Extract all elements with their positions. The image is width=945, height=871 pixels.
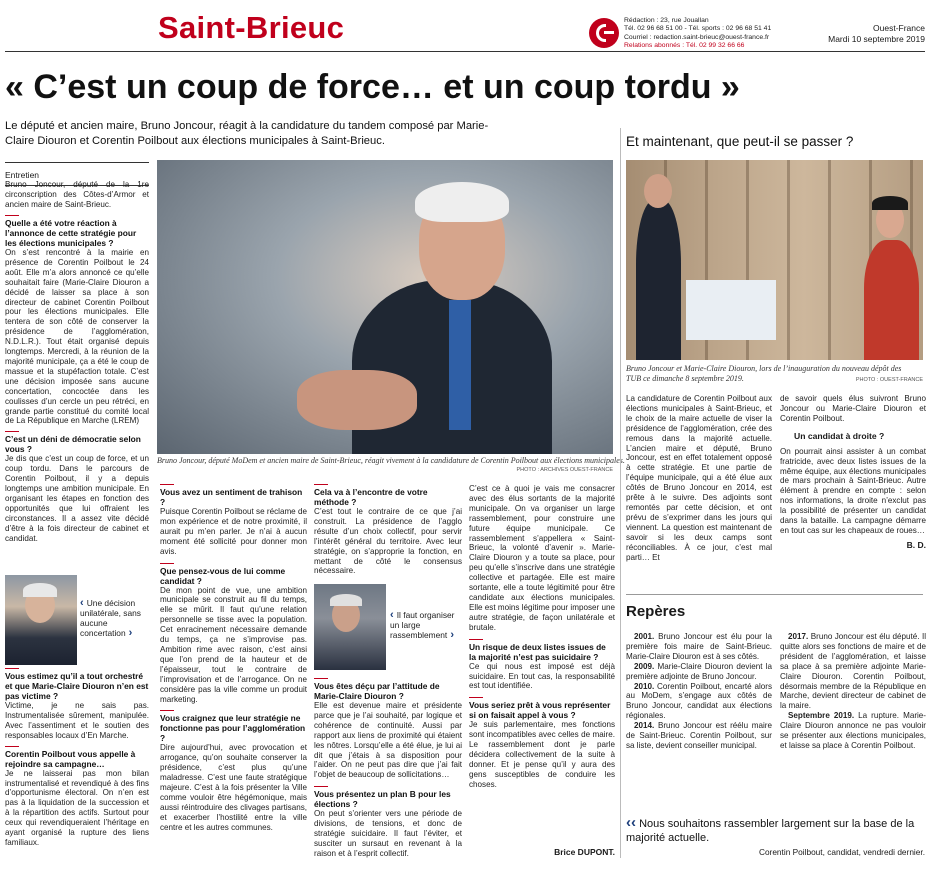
reperes-year: 2009. <box>634 661 655 671</box>
sidebar-title: Et maintenant, que peut-il se passer ? <box>626 134 854 149</box>
reperes-item <box>626 662 772 682</box>
reperes-year: 2001. <box>634 632 655 641</box>
bottom-quote <box>626 816 925 857</box>
main-photo-caption: Bruno Joncour, député MoDem et ancien maire de Saint-Brieuc, réagit vivement à la candidature de Corentin Poilbout aux élections municipales. <box>157 456 625 465</box>
sidebar-subhead: Un candidat à droite ? <box>794 430 885 441</box>
quote-text-row <box>626 816 925 845</box>
pull-quote-1 <box>80 598 150 638</box>
reperes-item <box>780 632 926 711</box>
reperes-year: Septembre 2019. <box>788 711 855 721</box>
quote-mark-icon: ‹ <box>80 597 87 609</box>
quote-mark-icon: ‹ <box>390 609 397 621</box>
question: Un risque de deux listes issues de la majorité n’est pas suicidaire ? <box>469 639 615 662</box>
reperes-text: Bruno Joncour est élu député. Il quitte alors ses fonctions de maire et de président de l’agglomération, et laisse sa place à sa première adjointe Marie-Claire Diouron. Corentin Poilbout, désormais membre de la République en Marche, devient directeur de cabinet de la maire. <box>780 632 926 711</box>
section-label-text: Entretien <box>5 170 40 180</box>
reperes-year: 2014. <box>634 721 655 731</box>
headline: « C’est un coup de force… et un coup tordu » <box>5 68 740 106</box>
reperes-rule <box>626 594 923 595</box>
article-col-1b <box>5 668 149 848</box>
bottom-quote-attribution: Corentin Poilbout, candidat, vendredi dernier. <box>758 847 925 857</box>
joncour-portrait-small <box>5 575 77 665</box>
bottom-quote-text: Nous souhaitons rassembler largement sur la base de la majorité actuelle. <box>626 818 915 844</box>
city-title: Saint-Brieuc <box>158 10 345 45</box>
quote-mark-icon: ‹‹ <box>626 814 636 831</box>
article-col-4 <box>469 484 615 790</box>
article-col-3b <box>314 678 462 859</box>
question: C’est un déni de démocratie selon vous ? <box>5 431 149 454</box>
sidebar-photo-caption: Bruno Joncour et Marie-Claire Diouron, lors de l’inauguration du nouveau dépôt des TUB ce dimanche 8 septembre 2019. <box>626 364 902 383</box>
contact-line: Tél. 02 96 68 51 00 - Tél. sports : 02 96 68 51 41 <box>624 25 772 33</box>
question: Corentin Poilbout vous appelle à rejoindre sa campagne… <box>5 746 149 769</box>
answer: Puisque Corentin Poilbout se réclame de mon expérience et de notre proximité, il aurait pu m’en parler. Je n’ai à aucun moment été sollicité pour donner mon avis. <box>160 507 307 556</box>
sidebar-col-1: La candidature de Corentin Poilbout aux élections municipales à Saint-Brieuc, et le choix de la maire actuelle de viser la présidence de l’agglomération, crée des remous dans la majorité actuelle. L’ancien maire et député, Bruno Joncour, est en effet totalement opposé à cette stratégie. Et une partie de l’équipe municipale, qui a été élue aux côtés de Bruno Joncour en 2014, est prête à le suivre. Des adjoints sont remontés par cette décision, et ont prévu de s’exprimer dans les jours qui viennent. La question est maintenant de savoir si les deux camps sont réconciliables. À ce jour, c’est mal parti… Et <box>626 394 772 562</box>
reperes-item <box>626 682 772 722</box>
answer: On s’est rencontré à la mairie en présence de Corentin Poilbout le 24 août. Elle m’a alors annoncé ce qu’elle souhaitait faire (Marie-Claire Diouron a décidé de laisser sa place à son directeur de cabinet Corentin Poilbout pour les élections municipales. Elle tentera de son côté de conserver la présidence de l’agglomération, N.D.L.R.). Tout était organisé depuis longtemps. Mercredi, à la réunion de la majorité municipale, ça a été le coup de massue et la stupéfaction totale. C’est une décision imposée sans aucune concertation, concoctée dans les coulisses d’un cercle un peu rétréci, en grande partie constitué du comité local de La République en Marche (LREM) <box>5 248 149 426</box>
sidebar-text: On pourrait ainsi assister à un combat fratricide, avec deux listes issues de la même équipe, aux élections municipales de mars prochain à Saint-Brieuc. Autre élément à prendre en compte : selon nos informations, la droite n’exclut pas la possibilité de présenter un candidat dans la bataille. La campagne démarre en tout cas sur les chapeaux de roues… <box>780 446 926 535</box>
masthead-rule <box>5 51 925 52</box>
reperes-text: Corentin Poilbout, encarté alors au MoDem, s’engage aux côtés de Bruno Joncour, candidat aux élections régionales. <box>626 681 772 721</box>
sidebar-signature: B. D. <box>906 539 926 550</box>
standfirst: Le député et ancien maire, Bruno Joncour, réagit à la candidature du tandem composé par Marie-Claire Diouron et Corentin Poilbout aux élections municipales à Saint-Brieuc. <box>5 120 489 147</box>
sidebar-text: de savoir quels élus suivront Bruno Joncour ou Marie-Claire Diouron et Corentin Poilbout. <box>780 394 926 423</box>
reperes-year: 2017. <box>788 632 809 641</box>
contact-line: Courriel : redaction.saint-brieuc@ouest-france.fr <box>624 33 770 41</box>
pull-quote-2 <box>390 610 460 640</box>
reperes-text: Bruno Joncour est réélu maire de Saint-Brieuc. Corentin Poilbout, sur sa liste, devient conseiller municipal. <box>626 721 773 750</box>
pull-quote-text: Il faut organiser un large rassemblement <box>390 610 455 640</box>
answer: Victime, je ne sais pas. Instrumentalisée sûrement, manipulée. Avec l’assentiment et le soutien des responsables locaux d’En Marche. <box>5 701 149 740</box>
inauguration-photo <box>626 160 923 360</box>
answer: Dire aujourd’hui, avec provocation et arrogance, qu’on souhaite conserver la présidence, c’est plus qu’une maladresse. C’est une faute stratégique majeure. C’est à la fois présenter la Ville comme vouloir être hégémonique, mais aussi réintroduire des clivages partisans, et exacerber l’hostilité entre la ville centre et les autres communes. <box>160 743 307 832</box>
sidebar-col-2 <box>780 394 926 550</box>
contact-block <box>624 17 771 50</box>
article-col-1 <box>5 215 149 543</box>
question: Vous estimez qu’il a tout orchestré et que Marie-Claire Diouron n’en est pas victime ? <box>5 668 149 701</box>
reperes-year: 2010. <box>634 681 655 691</box>
article-col-3 <box>314 484 462 576</box>
masthead <box>0 0 945 52</box>
main-photo-credit: PHOTO : ARCHIVES OUEST-FRANCE <box>516 467 613 473</box>
intro-text: Bruno Joncour, député de la 1re circonscription des Côtes-d’Armor et ancien maire de Saint-Brieuc. <box>5 180 149 209</box>
question: Quelle a été votre réaction à l’annonce de cette stratégie pour les élections municipales ? <box>5 215 149 248</box>
answer: Ce qui nous est imposé est déjà suicidaire. En tout cas, la responsabilité est tout identifiée. <box>469 661 615 691</box>
contact-line: Relations abonnés : Tél. 02 99 32 66 66 <box>624 41 745 49</box>
answer: Je dis que c’est un coup de force, et un coup tordu. Dans le parcours de Corentin Poilbout, il y a depuis longtemps une ambition municipale. En organisant les étapes en fonction des opportunités que lui offraient les circonstances. Il a assez vite décidé d’être à la fois directeur de cabinet et candidat. <box>5 454 149 543</box>
issue-date: Mardi 10 septembre 2019 <box>828 34 925 44</box>
joncour-portrait-small-2 <box>314 584 386 670</box>
question: Cela va à l’encontre de votre méthode ? <box>314 484 462 507</box>
question: Vous craignez que leur stratégie ne fonctionne pas pour l’agglomération ? <box>160 710 307 743</box>
contact-line: Rédaction : 23, rue Jouallan <box>624 17 709 24</box>
reperes-title: Repères <box>626 603 686 620</box>
reperes-col-2 <box>780 632 926 751</box>
sidebar-photo-credit: PHOTO : OUEST-FRANCE <box>855 377 923 383</box>
answer: Je ne laisserai pas mon bilan instrumentalisé et revendiqué à des fins d’opportunisme électoral. On n’en est pas à la liquidation de la succession et à la répartition des actifs. Surtout pour ceux qui revendiqueraient l’héritage en ayant organisé la rupture des liens familiaux. <box>5 768 149 847</box>
reperes-text: La rupture. Marie-Claire Diouron annonce ne pas vouloir se présenter aux élections municipales, et laisse sa place à Corentin Poilbout. <box>780 711 927 750</box>
question: Que pensez-vous de lui comme candidat ? <box>160 563 307 586</box>
question: Vous seriez prêt à vous représenter si on faisait appel à vous ? <box>469 697 615 720</box>
answer: Elle est devenue maire et présidente parce que je l’ai souhaité, par logique et cohérence de continuité. Aussi par rapport aux liens de proximité qui étaient les nôtres. Lorsqu’elle a été élue, je lui ai dit que j’étais à sa disposition pour l’aider. On ne peut pas dire que j’ai fait l’objet de beaucoup de sollicitations… <box>314 701 462 780</box>
article-col-2 <box>160 484 307 833</box>
pull-quote-text: Une décision unilatérale, sans aucune concertation <box>80 598 141 638</box>
answer: On peut s’orienter vers une période de divisions, de tensions, et donc de stratégie suicidaire. Il faut l’éviter, et susciter un sursaut en revenant à la raison et à l’esprit collectif. <box>314 809 462 858</box>
question: Vous êtes déçu par l’attitude de Marie-Claire Diouron ? <box>314 678 462 701</box>
reperes-item <box>626 632 772 662</box>
reperes-item <box>626 721 772 751</box>
answer: C’est ce à quoi je vais me consacrer avec des élus sortants de la majorité municipale. On va organiser un large rassemblement, pour construire une future équipe municipale. Ce rassemblement s’appellera « Saint-Brieuc, la volonté d’avenir ». Marie-Claire Diouron y a toute sa place, pour peu qu’elle s’inscrive dans une stratégie collective et partagée. Elle est maire sortante, elle a toute légitimité pour être candidate aux élections municipales. Elle est moins légitime pour imposer une autre stratégie, de façon unilatérale et brutale. <box>469 484 615 632</box>
reperes-text: Marie-Claire Diouron devient la première adjointe de Bruno Joncour. <box>626 661 773 681</box>
joncour-main-photo <box>157 160 613 454</box>
answer: C’est tout le contraire de ce que j’ai construit. La présidence de l’agglo résulte d’un choix collectif, pour servir l’intérêt général du territoire. Avec leur stratégie, on s’approprie la fonction, en mettant de côté le consensus nécessaire. <box>314 507 462 576</box>
reperes-item <box>780 711 926 751</box>
quote-mark-icon: › <box>125 627 133 639</box>
sidebar-divider <box>620 128 621 858</box>
answer: Je suis parlementaire, mes fonctions sont incompatibles avec celles de maire. Le rassemblement dont je parle décidera collectivement de la suite à donner. Et je pense qu’il y aura des gens susceptibles de conduire les choses. <box>469 720 615 789</box>
paper-name: Ouest-France <box>873 23 925 33</box>
question: Vous avez un sentiment de trahison ? <box>160 484 307 507</box>
answer: De mon point de vue, une ambition municipale se construit au fil du temps, elle se mûrit. Il faut qu’une relation personnelle se tisse avec la population. Cet enracinement nécessaire demande du temps, ça ne s’improvise pas. Ambition rime avec raison, c’est ainsi que l’on prend de la hauteur et de l’épaisseur, tout le contraire de l’improvisation et de l’arrogance. On ne considère pas la ville comme un produit marketing. <box>160 585 307 704</box>
reperes-text: Bruno Joncour est élu pour la première fois maire de Saint-Brieuc. Marie-Claire Diouron est à ses côtés. <box>626 632 772 661</box>
question: Vous présentez un plan B pour les élections ? <box>314 786 462 809</box>
quote-mark-icon: › <box>447 629 454 641</box>
author-signature: Brice DUPONT. <box>554 847 615 857</box>
reperes-col-1 <box>626 632 772 751</box>
ouest-france-logo <box>589 18 619 48</box>
